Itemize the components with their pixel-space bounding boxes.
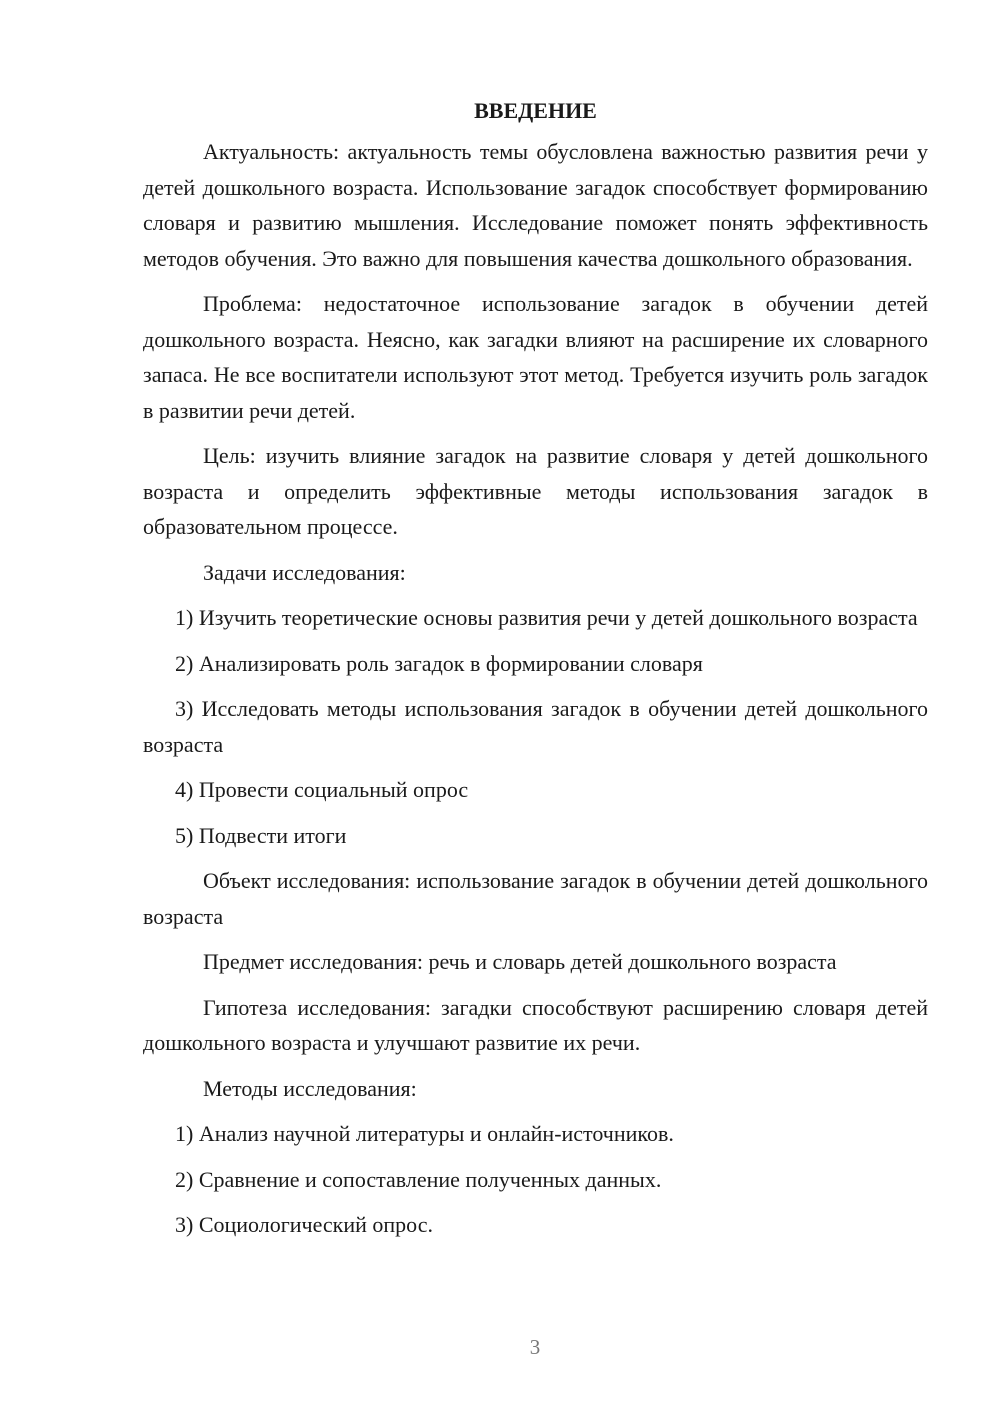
subject-paragraph: Предмет исследования: речь и словарь детей дошкольного возраста: [203, 949, 837, 974]
object-paragraph: Объект исследования: использование загадок в обучении детей дошкольного возраста: [143, 868, 928, 929]
method-item-2: 2) Сравнение и сопоставление полученных данных.: [175, 1166, 662, 1192]
hypothesis-paragraph: Гипотеза исследования: загадки способствуют расширению словаря детей дошкольного возраста и улучшают развитие их речи.: [143, 994, 928, 1055]
page-number: 3: [529, 1335, 541, 1359]
task-item-4: 4) Провести социальный опрос: [175, 777, 469, 802]
goal-paragraph: Цель: изучить влияние загадок на развитие словаря у детей дошкольного возраста и определить эффективные методы использования загадок в образовательном процессе.: [143, 443, 928, 539]
methods-heading: Методы исследования:: [203, 1075, 417, 1101]
relevance-paragraph: Актуальность: актуальность темы обусловлена важностью развития речи у детей дошкольного возраста. Использование загадок способствует формированию словаря и развитию мышления. Исследование поможет понять эффективность методов обучения. Это важно для повышения качества дошкольного образования.: [143, 139, 928, 271]
task-item-1: 1) Изучить теоретические основы развития речи у детей дошкольного возраста: [175, 605, 918, 630]
task-item-2: 2) Анализировать роль загадок в формировании словаря: [175, 650, 703, 676]
tasks-heading: Задачи исследования:: [203, 559, 406, 585]
task-item-3: 3) Исследовать методы использования загадок в обучении детей дошкольного возраста: [143, 696, 928, 757]
page-title: ВВЕДЕНИЕ: [474, 98, 597, 123]
problem-paragraph: Проблема: недостаточное использование загадок в обучении детей дошкольного возраста. Неясно, как загадки влияют на расширение их словарного запаса. Не все воспитатели используют этот метод. Требуется изучить роль загадок в развитии речи детей.: [143, 291, 928, 423]
method-item-1: 1) Анализ научной литературы и онлайн-источников.: [175, 1121, 674, 1146]
page-content: [143, 96, 928, 1253]
method-item-3: 3) Социологический опрос.: [175, 1212, 433, 1237]
task-item-5: 5) Подвести итоги: [175, 822, 347, 848]
